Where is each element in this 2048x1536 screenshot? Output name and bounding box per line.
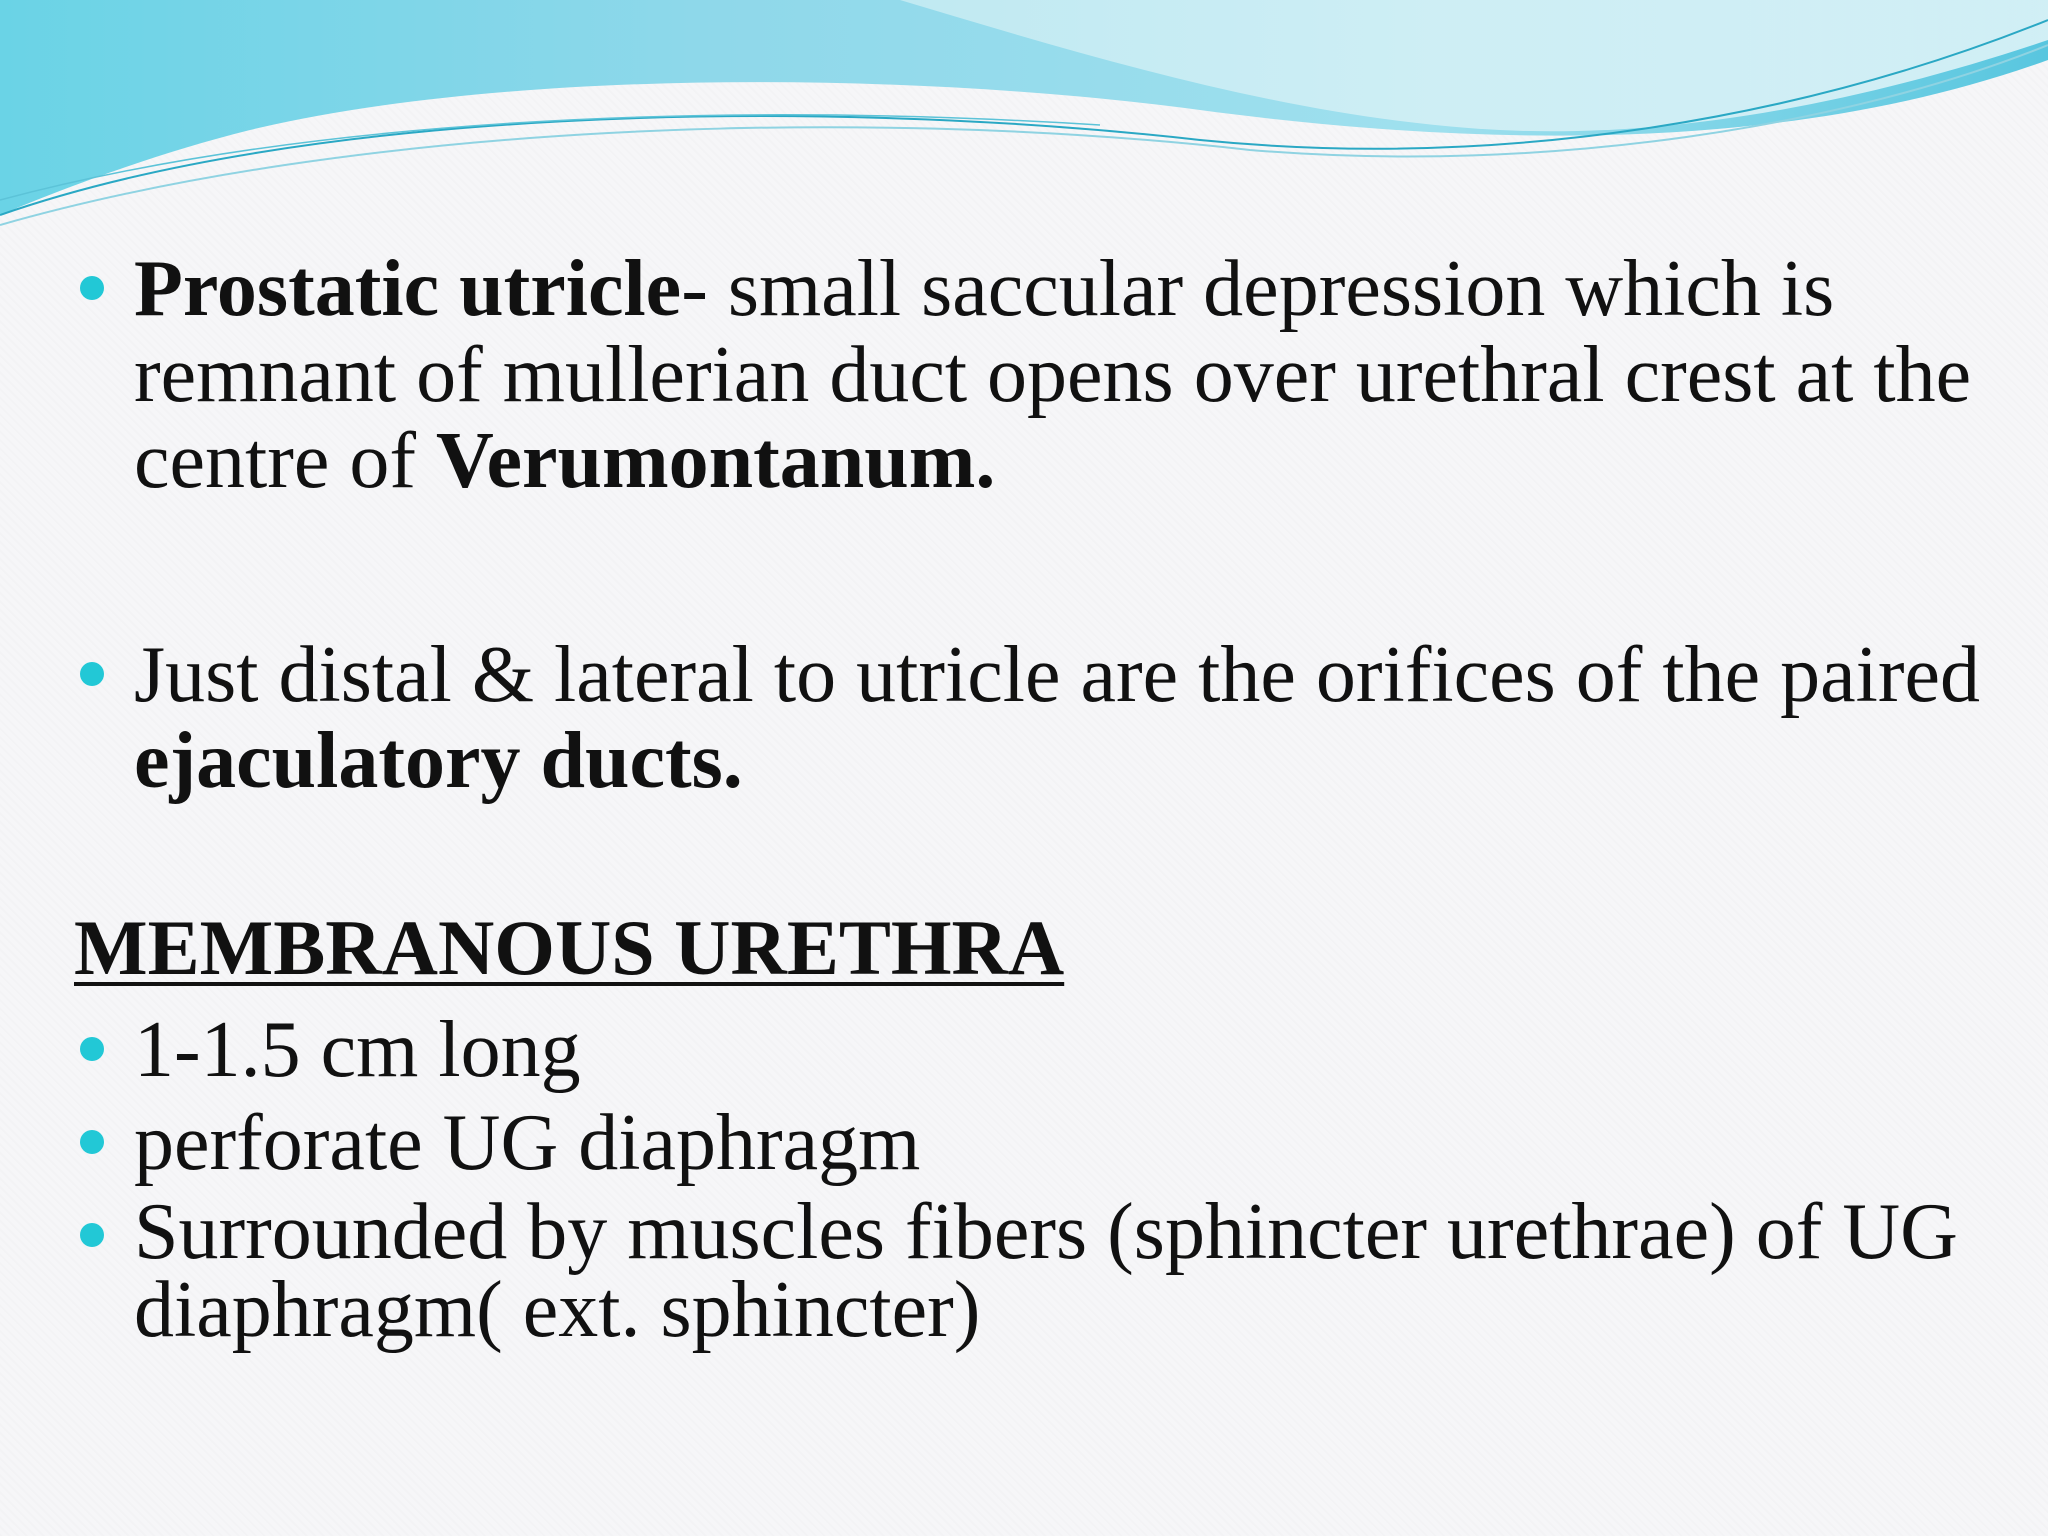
- bullet-body: - small saccular depression which is remnant of mullerian duct opens over urethral crest at the centre of: [134, 245, 1972, 505]
- bullet-text: perforate UG diaphragm: [134, 1099, 921, 1187]
- bullet-dot-icon: [80, 1223, 104, 1247]
- bullet-dot-icon: [80, 276, 104, 300]
- bullet-length: [80, 1007, 2010, 1093]
- bullet-text: 1-1.5 cm long: [134, 1006, 581, 1094]
- bold-term: Verumontanum.: [436, 417, 996, 505]
- bullet-body: Just distal & lateral to utricle are the orifices of the paired: [134, 631, 1980, 719]
- bullet-perforate: [80, 1100, 2010, 1186]
- bullet-text: [134, 632, 1984, 804]
- bullet-prostatic-utricle: [80, 246, 2010, 504]
- wave-header-decoration: [0, 0, 2048, 240]
- bold-term: ejaculatory ducts.: [134, 717, 743, 805]
- bullet-text: Surrounded by muscles fibers (sphincter urethrae) of UG diaphragm( ext. sphincter): [134, 1188, 1958, 1354]
- bullet-text: [134, 246, 2010, 504]
- bold-term: Prostatic utricle: [134, 245, 682, 333]
- bullet-surrounded: [80, 1188, 2010, 1354]
- bullet-ejaculatory-ducts: [80, 632, 2010, 804]
- bullet-dot-icon: [80, 662, 104, 686]
- section-title: MEMBRANOUS URETHRA: [74, 904, 1065, 991]
- bullet-dot-icon: [80, 1037, 104, 1061]
- bullet-dot-icon: [80, 1130, 104, 1154]
